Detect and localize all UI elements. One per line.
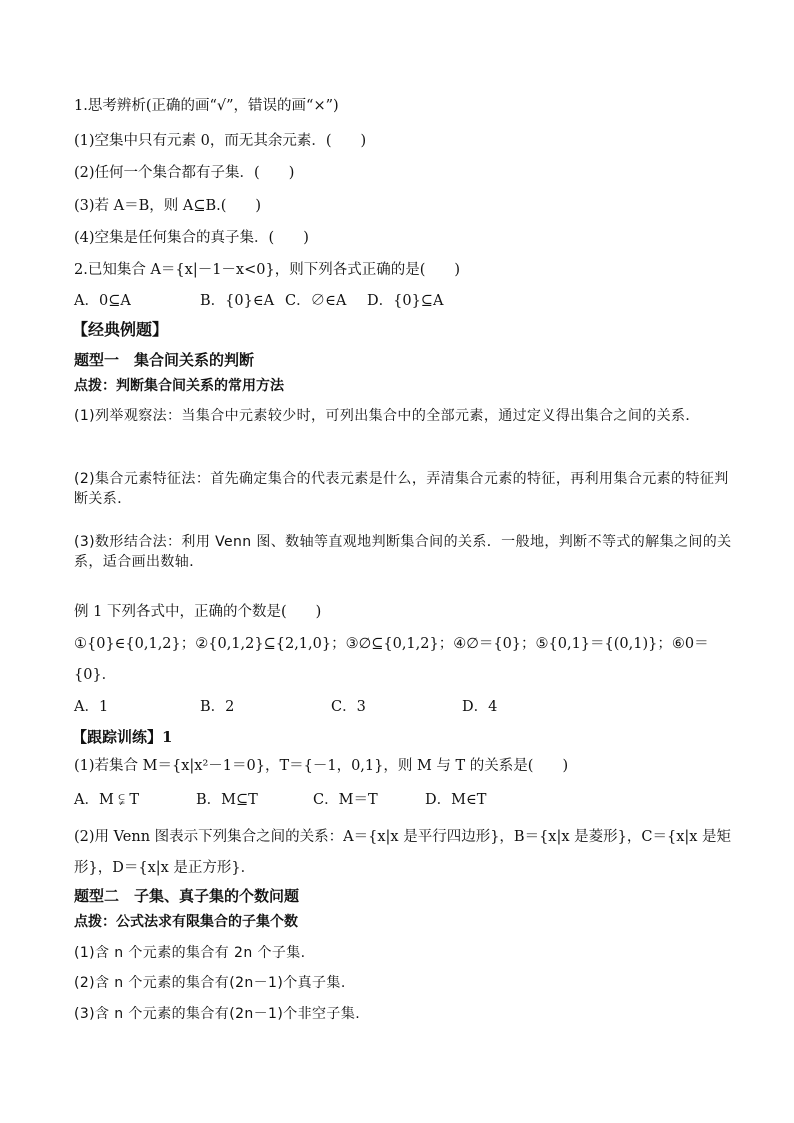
practice-question-3: (3)若 A＝B，则 A⊆B.( ) [74, 198, 262, 214]
type1-method-1: (1)列举观察法：当集合中元素较少时，可列出集合中的全部元素，通过定义得出集合之间的关系． [74, 408, 700, 424]
example1-items-line2: {0}． [74, 667, 117, 683]
option-a: A．0⊆A [74, 293, 131, 309]
option-c: C．3 [331, 699, 366, 715]
practice-intro: 1.思考辨析(正确的画“√”，错误的画“×”) [74, 98, 339, 114]
type2-title: 题型二 子集、真子集的个数问题 [74, 887, 300, 905]
type2-method-1: (1)含 n 个元素的集合有 2n 个子集. [74, 945, 306, 961]
type2-method-3: (3)含 n 个元素的集合有(2n－1)个非空子集. [74, 1006, 361, 1022]
type2-hint: 点拨：公式法求有限集合的子集个数 [74, 914, 298, 930]
option-c: C．∅∈A [285, 293, 347, 309]
practice-question-5-options [74, 291, 734, 311]
type1-method-3: (3)数形结合法：利用 Venn 图、数轴等直观地判断集合间的关系．一般地，判断不等式的解集之间的关系，适合画出数轴． [74, 534, 732, 570]
practice-question-4: (4)空集是任何集合的真子集．( ) [74, 230, 309, 246]
tracking-title: 【跟踪训练】1 [72, 728, 173, 746]
tracking-question-1: (1)若集合 M＝{x|x²－1＝0}，T＝{－1，0,1}，则 M 与 T 的关系是( ) [74, 758, 569, 774]
option-d: D．4 [462, 699, 498, 715]
practice-question-5: 2.已知集合 A＝{x|－1－x<0}，则下列各式正确的是( ) [74, 262, 461, 278]
option-b: B．M⊆T [196, 792, 258, 808]
type1-hint: 点拨：判断集合间关系的常用方法 [74, 378, 284, 394]
section-title: 【经典例题】 [72, 320, 169, 339]
practice-question-1: (1)空集中只有元素 0，而无其余元素．( ) [74, 133, 367, 149]
type1-title: 题型一 集合间关系的判断 [74, 351, 255, 369]
example1-options [74, 697, 734, 717]
example1-items-line1: ①{0}∈{0,1,2}；②{0,1,2}⊆{2,1,0}；③∅⊆{0,1,2}；④∅＝{0}；⑤{0,1}＝{(0,1)}；⑥0＝ [74, 636, 709, 652]
type2-method-2: (2)含 n 个元素的集合有(2n－1)个真子集. [74, 975, 346, 991]
option-c: C．M＝T [313, 792, 378, 808]
tracking-question-1-options [74, 790, 734, 810]
option-d: D．M∈T [425, 792, 487, 808]
example1-stem: 例 1 下列各式中，正确的个数是( ) [74, 604, 322, 620]
type1-method-2: (2)集合元素特征法：首先确定集合的代表元素是什么，弄清集合元素的特征，再利用集合元素的特征判断关系． [74, 471, 729, 507]
tracking-question-2: (2)用 Venn 图表示下列集合之间的关系：A＝{x|x 是平行四边形}，B＝{x|x 是菱形}，C＝{x|x 是矩形}，D＝{x|x 是正方形}． [74, 829, 732, 876]
option-b: B．{0}∈A [200, 293, 275, 309]
practice-question-2: (2)任何一个集合都有子集．( ) [74, 165, 295, 181]
option-a: A．M ⫋ T [74, 792, 140, 808]
option-a: A．1 [74, 699, 109, 715]
option-b: B．2 [200, 699, 235, 715]
option-d: D．{0}⊆A [367, 293, 444, 309]
